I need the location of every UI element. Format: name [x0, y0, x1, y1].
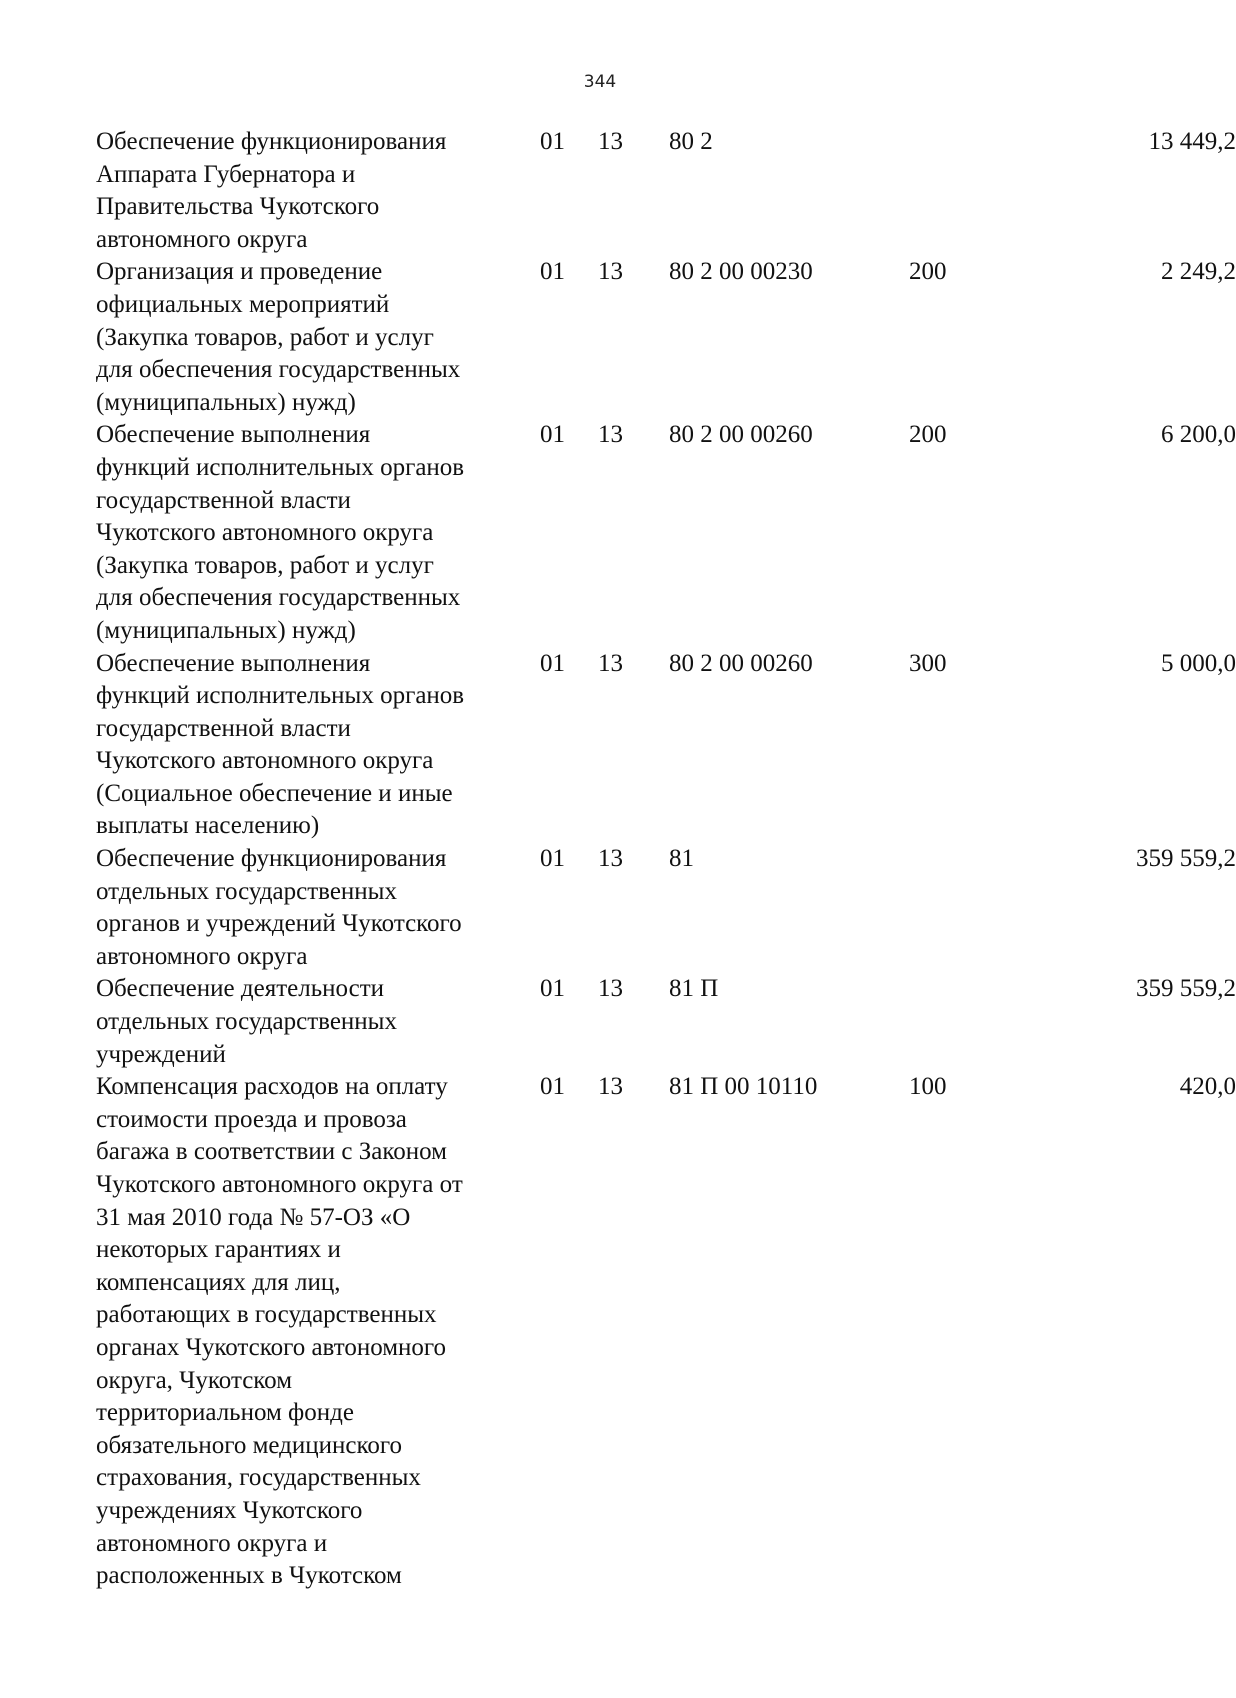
section-code: 01	[540, 421, 565, 449]
row-description	[96, 843, 516, 973]
description-line: учреждений	[96, 1040, 226, 1068]
row-description	[96, 973, 516, 1071]
amount: 6 200,0	[1161, 421, 1236, 449]
budget-table	[96, 126, 1236, 1593]
description-line: расположенных в Чукотском	[96, 1562, 402, 1590]
description-line: территориальном фонде	[96, 1399, 354, 1427]
subsection-code: 13	[598, 128, 623, 155]
description-line: работающих в государственных	[96, 1301, 437, 1329]
table-row	[96, 419, 1236, 647]
description-line: автономного округа	[96, 225, 308, 253]
section-code: 01	[540, 1073, 565, 1101]
description-line: некоторых гарантиях и	[96, 1236, 341, 1264]
description-line: Аппарата Губернатора и	[96, 160, 356, 188]
description-line: Чукотского автономного округа	[96, 747, 434, 775]
subsection-code: 13	[598, 258, 623, 286]
section-code: 01	[540, 128, 565, 155]
description-line: автономного округа	[96, 942, 308, 970]
description-line: страхования, государственных	[96, 1464, 421, 1492]
description-line: учреждениях Чукотского	[96, 1496, 363, 1524]
section-code: 01	[540, 649, 565, 677]
amount: 359 559,2	[1136, 975, 1236, 1003]
description-line: Правительства Чукотского	[96, 193, 380, 221]
description-line: Обеспечение выполнения	[96, 649, 371, 677]
description-line: Чукотского автономного округа от	[96, 1171, 463, 1198]
row-description	[96, 419, 516, 647]
target-item-code: 80 2	[669, 128, 713, 155]
description-line: государственной власти	[96, 714, 351, 742]
target-item-code: 81 П	[669, 975, 719, 1003]
expense-type-code: 200	[909, 258, 947, 286]
description-line: отдельных государственных	[96, 877, 397, 905]
description-line: (муниципальных) нужд)	[96, 388, 356, 416]
amount: 420,0	[1179, 1073, 1236, 1101]
target-item-code: 81 П 00 10110	[669, 1073, 818, 1101]
description-line: Обеспечение функционирования	[96, 128, 447, 155]
expense-type-code: 100	[909, 1073, 947, 1101]
description-line: функций исполнительных органов	[96, 453, 465, 481]
table-row	[96, 126, 1236, 256]
target-item-code: 80 2 00 00260	[669, 649, 813, 677]
description-line: Обеспечение функционирования	[96, 845, 447, 873]
subsection-code: 13	[598, 845, 623, 873]
subsection-code: 13	[598, 421, 623, 449]
description-line: багажа в соответствии с Законом	[96, 1138, 447, 1166]
row-description	[96, 648, 516, 844]
expense-type-code: 200	[909, 421, 947, 449]
description-line: (Закупка товаров, работ и услуг	[96, 551, 434, 579]
table-row	[96, 973, 1236, 1071]
description-line: официальных мероприятий	[96, 290, 390, 318]
subsection-code: 13	[598, 1073, 623, 1101]
description-line: Обеспечение выполнения	[96, 421, 371, 449]
table-row	[96, 1071, 1236, 1593]
description-line: (муниципальных) нужд)	[96, 616, 356, 644]
target-item-code: 80 2 00 00230	[669, 258, 813, 286]
table-row	[96, 843, 1236, 973]
description-line: обязательного медицинского	[96, 1431, 403, 1459]
description-line: Чукотского автономного округа	[96, 519, 434, 547]
table-row	[96, 256, 1236, 419]
section-code: 01	[540, 975, 565, 1003]
description-line: Компенсация расходов на оплату	[96, 1073, 448, 1101]
description-line: отдельных государственных	[96, 1008, 397, 1036]
description-line: компенсациях для лиц,	[96, 1268, 341, 1296]
target-item-code: 80 2 00 00260	[669, 421, 813, 449]
target-item-code: 81	[669, 845, 694, 873]
description-line: 31 мая 2010 года № 57-ОЗ «О	[96, 1203, 411, 1231]
description-line: стоимости проезда и провоза	[96, 1105, 407, 1133]
description-line: (Закупка товаров, работ и услуг	[96, 323, 434, 351]
description-line: функций исполнительных органов	[96, 682, 465, 710]
table-row	[96, 648, 1236, 844]
description-line: Обеспечение деятельности	[96, 975, 385, 1003]
section-code: 01	[540, 845, 565, 873]
description-line: выплаты населению)	[96, 812, 320, 840]
description-line: органов и учреждений Чукотского	[96, 910, 462, 938]
description-line: для обеспечения государственных	[96, 584, 461, 612]
description-line: (Социальное обеспечение и иные	[96, 779, 453, 807]
description-line: органах Чукотского автономного	[96, 1333, 447, 1361]
row-description	[96, 126, 516, 256]
amount: 5 000,0	[1161, 649, 1236, 677]
description-line: автономного округа и	[96, 1529, 328, 1557]
subsection-code: 13	[598, 649, 623, 677]
description-line: государственной власти	[96, 486, 351, 514]
page-number: 344	[583, 72, 617, 92]
expense-type-code: 300	[909, 649, 947, 677]
description-line: округа, Чукотском	[96, 1366, 293, 1394]
row-description	[96, 1071, 516, 1593]
subsection-code: 13	[598, 975, 623, 1003]
row-description	[96, 256, 516, 419]
description-line: Организация и проведение	[96, 258, 383, 286]
amount: 359 559,2	[1136, 845, 1236, 873]
amount: 2 249,2	[1161, 258, 1236, 286]
section-code: 01	[540, 258, 565, 286]
description-line: для обеспечения государственных	[96, 356, 461, 384]
amount: 13 449,2	[1148, 128, 1236, 155]
